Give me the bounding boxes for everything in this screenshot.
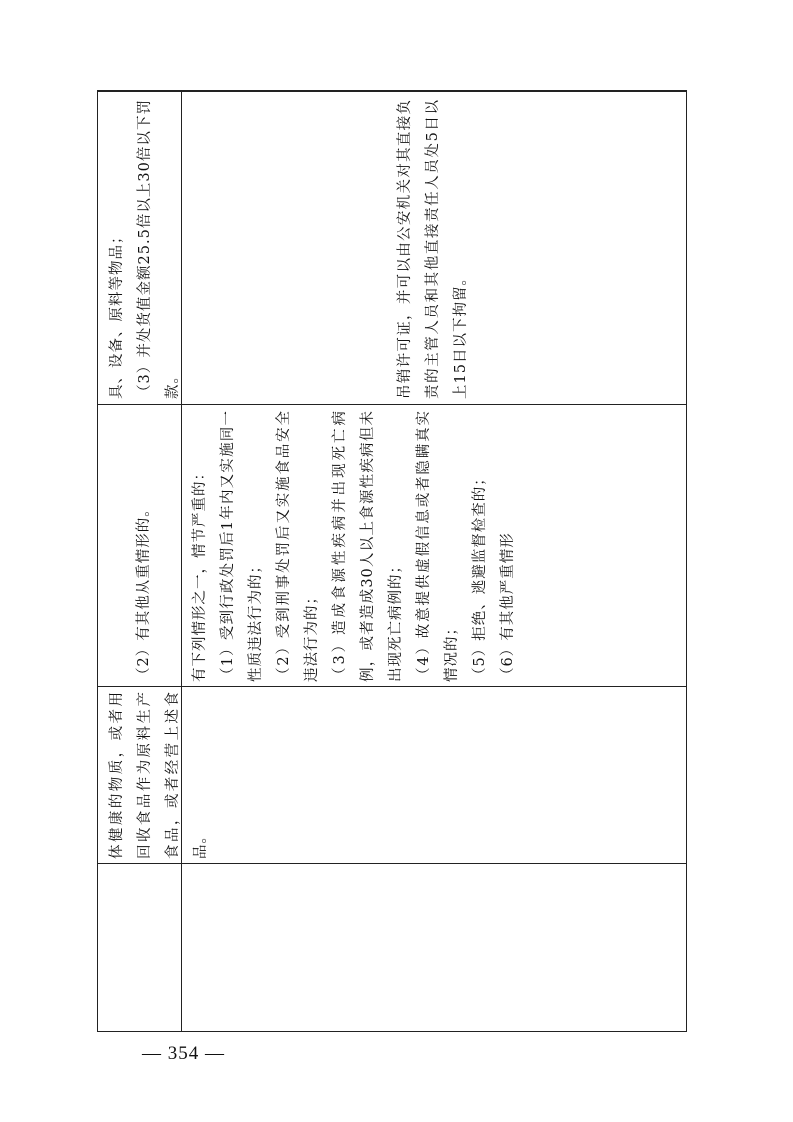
cell-other-aggravating <box>98 404 181 686</box>
regulation-table <box>97 90 687 1032</box>
cell-serious-circumstances <box>181 404 688 686</box>
cell-penalty <box>181 91 688 404</box>
page-number: — 354 — <box>142 1043 225 1064</box>
serious-circumstances-text: 有下列情形之一，情节严重的： （1）受到行政处罚后1年内又实施同一性质违法行为的； （2）受到刑事处罚后又实施食品安全违法行为的； （3）造成食源性疾病并出现死亡病例，或者造成30人以上食源性疾病但未出现死亡病例的； （4）故意提供虚假信息或者隐瞒真实情况的； （5）拒绝、逃避监督检查的； （6）有其他严重情形 <box>192 410 516 682</box>
cell-conduct <box>98 686 688 863</box>
conduct-text: 体健康的物质，或者用回收食品作为原料生产食品，或者经营上述食品。 <box>109 691 209 859</box>
penalty-text: 吊销许可证，并可以由公安机关对其直接负责的主管人员和其他直接责任人员处5日以上15日以下拘留。 <box>397 99 469 399</box>
cell-conduct-continued <box>98 91 181 404</box>
other-aggravating-text: （2）有其他从重情形的。 <box>136 501 152 682</box>
conduct-continued-text: 具、设备、原料等物品； （3）并处货值金额25.5倍以上30倍以下罚款。 <box>109 99 181 399</box>
cell-empty <box>98 863 688 1033</box>
